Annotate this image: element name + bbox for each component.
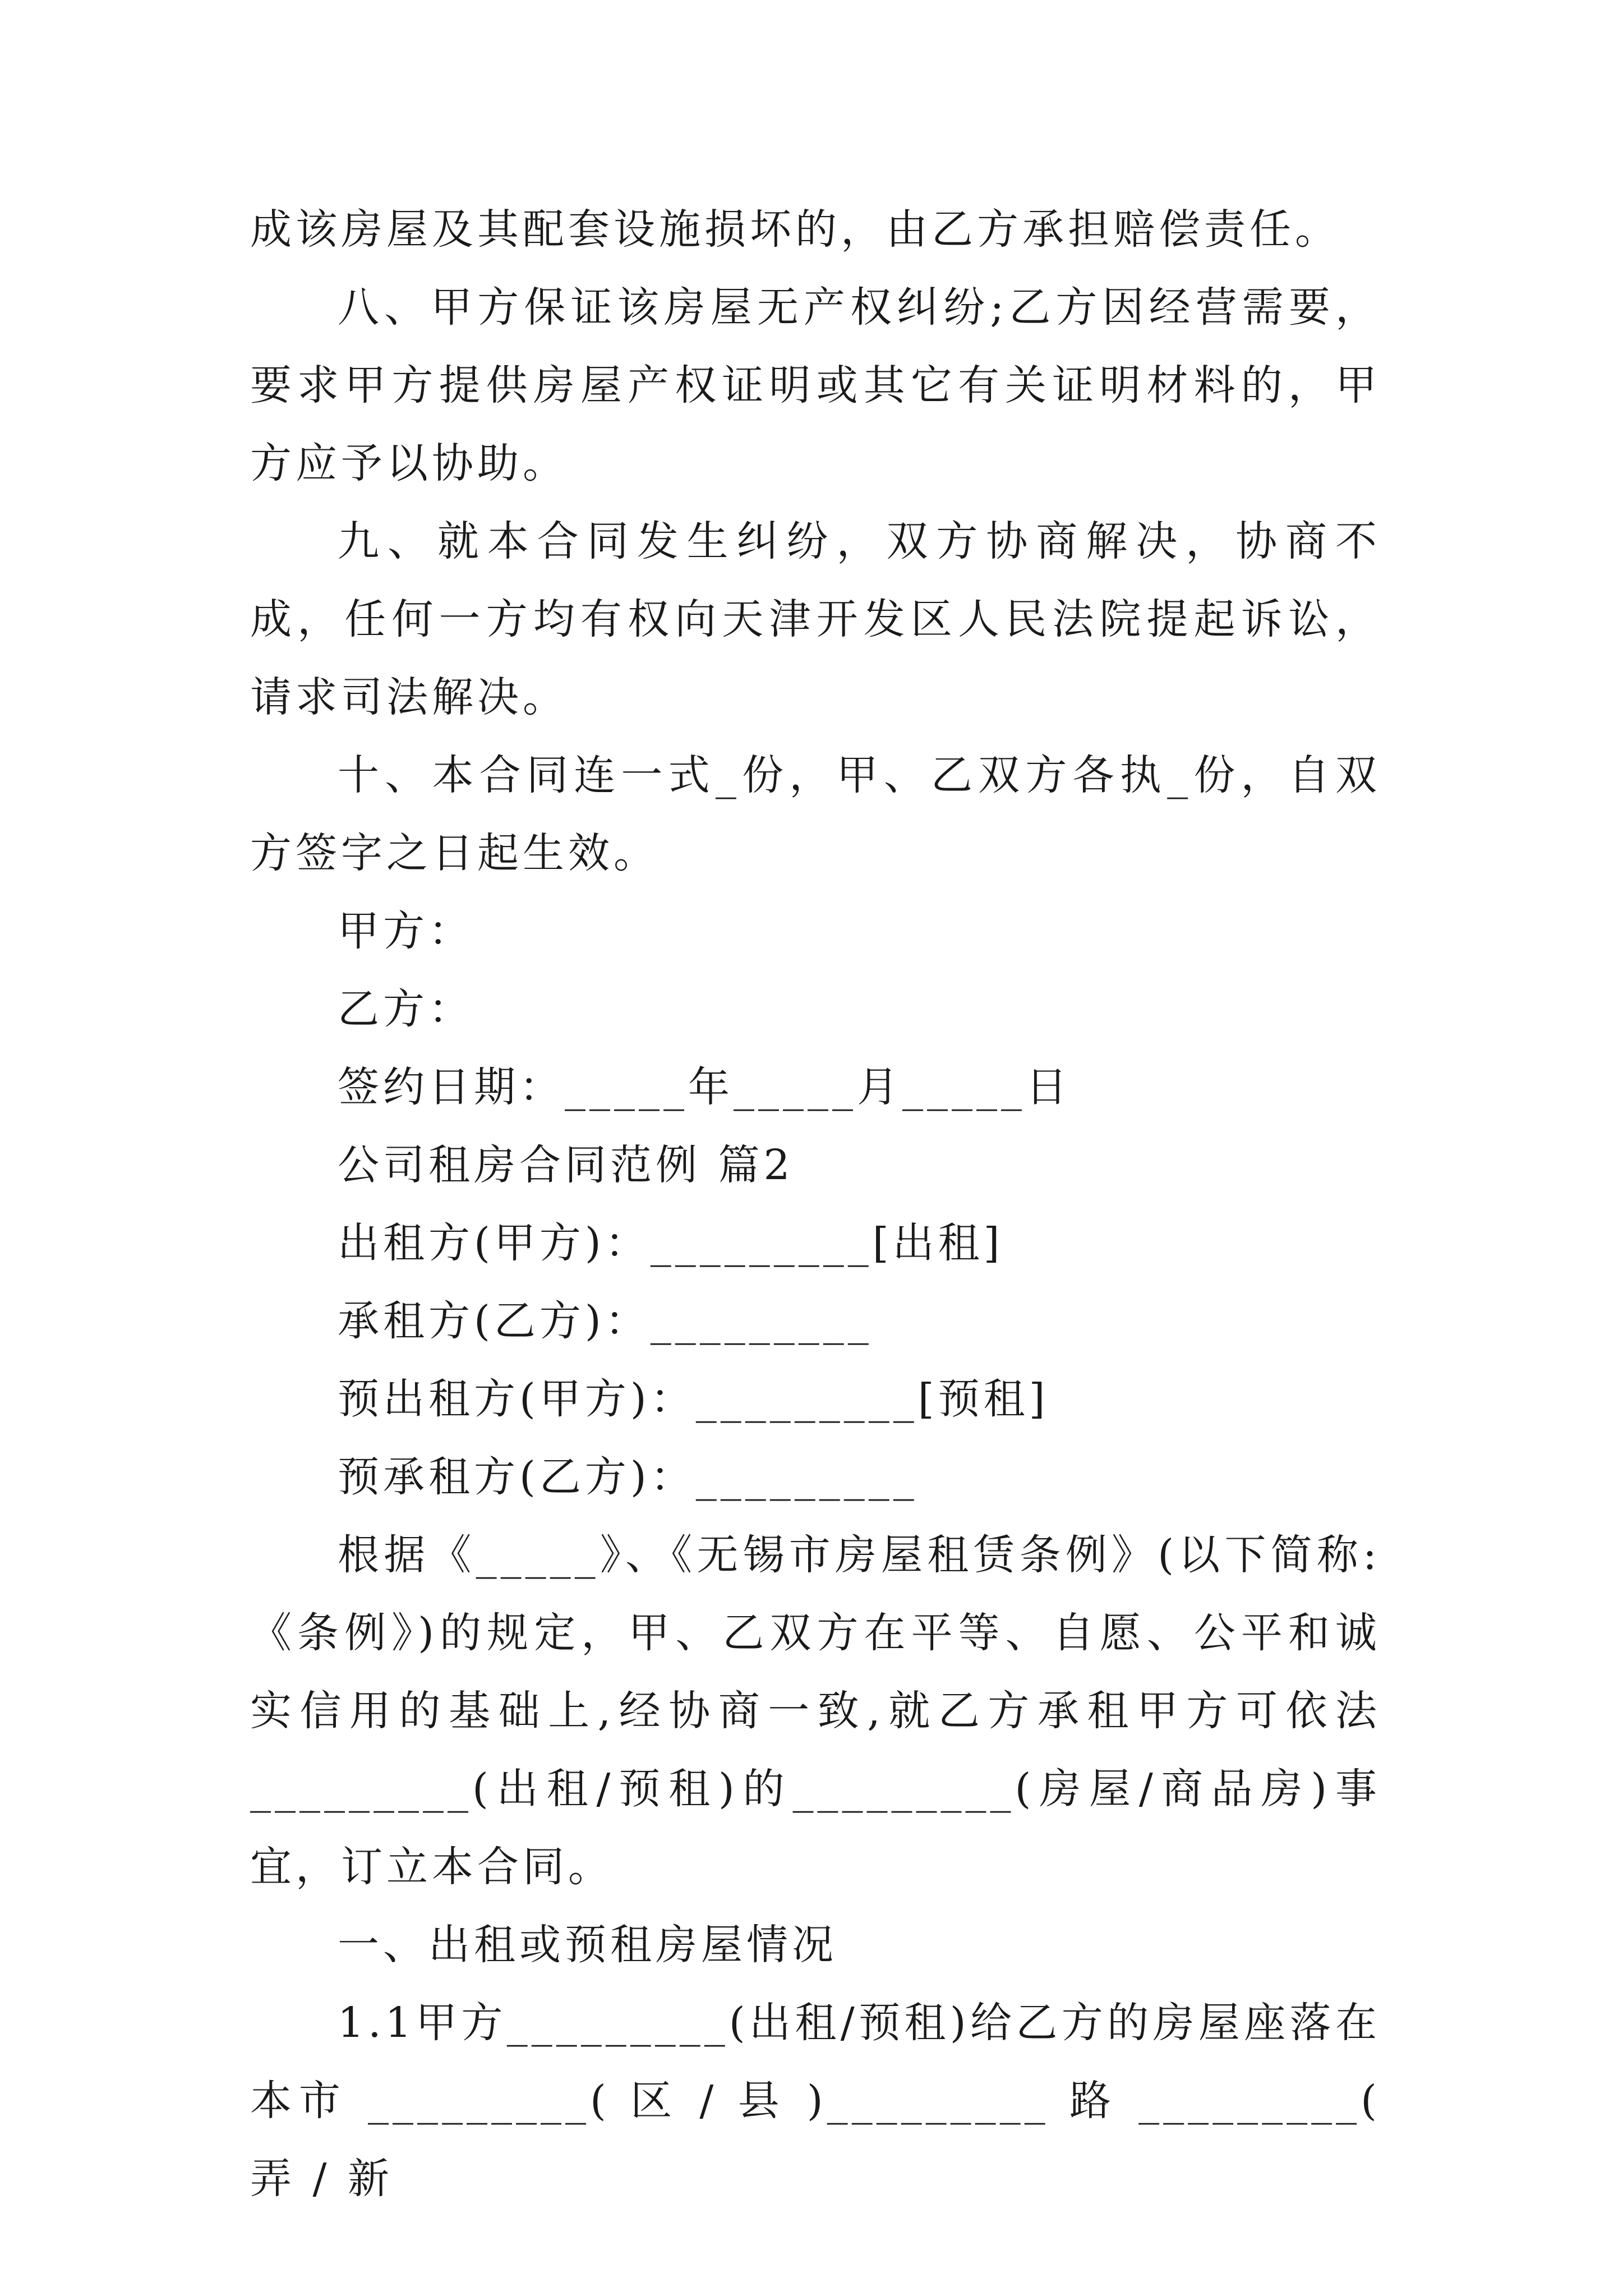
paragraph-clause-9: 九、就本合同发生纠纷，双方协商解决，协商不成，任何一方均有权向天津开发区人民法院提起诉讼，请求司法解决。 (250, 517, 1381, 721)
document-body (250, 191, 1381, 2218)
paragraph-damage-liability: 成该房屋及其配套设施损坏的，由乙方承担赔偿责任。 (250, 205, 1340, 254)
signing-date: 签约日期：_____年_____月_____日 (338, 1063, 1071, 1111)
signature-party-b: 乙方： (338, 985, 474, 1033)
signature-party-a: 甲方： (338, 907, 474, 955)
pre-lessor-line: 预出租方(甲方)：_________[预租] (338, 1375, 1049, 1423)
section-heading-contract-2: 公司租房合同范例 篇2 (338, 1141, 794, 1189)
lessor-line: 出租方(甲方)：_________[出租] (338, 1219, 1004, 1267)
paragraph-preamble: 根据《_____》、《无锡市房屋租赁条例》(以下简称:《条例》)的规定，甲、乙双方在平等、自愿、公平和诚实信用的基础上,经协商一致,就乙方承租甲方可依法_________(出租/预租)的_________(房屋/商品房)事宜，订立本合同。 (250, 1531, 1381, 1891)
paragraph-clause-1-1: 1.1甲方_________(出租/预租)给乙方的房屋座落在本市 _________( 区 / 县 )_________ 路 _________( 弄 / 新 (250, 1999, 1381, 2203)
lessee-line: 承租方(乙方)：_________ (338, 1297, 873, 1345)
paragraph-clause-10: 十、本合同连一式_份，甲、乙双方各执_份，自双方签字之日起生效。 (250, 751, 1381, 877)
heading-property-info: 一、出租或预租房屋情况 (338, 1921, 837, 1969)
paragraph-clause-8: 八、甲方保证该房屋无产权纠纷;乙方因经营需要，要求甲方提供房屋产权证明或其它有关证明材料的，甲方应予以协助。 (250, 283, 1381, 487)
pre-lessee-line: 预承租方(乙方)：_________ (338, 1453, 918, 1501)
